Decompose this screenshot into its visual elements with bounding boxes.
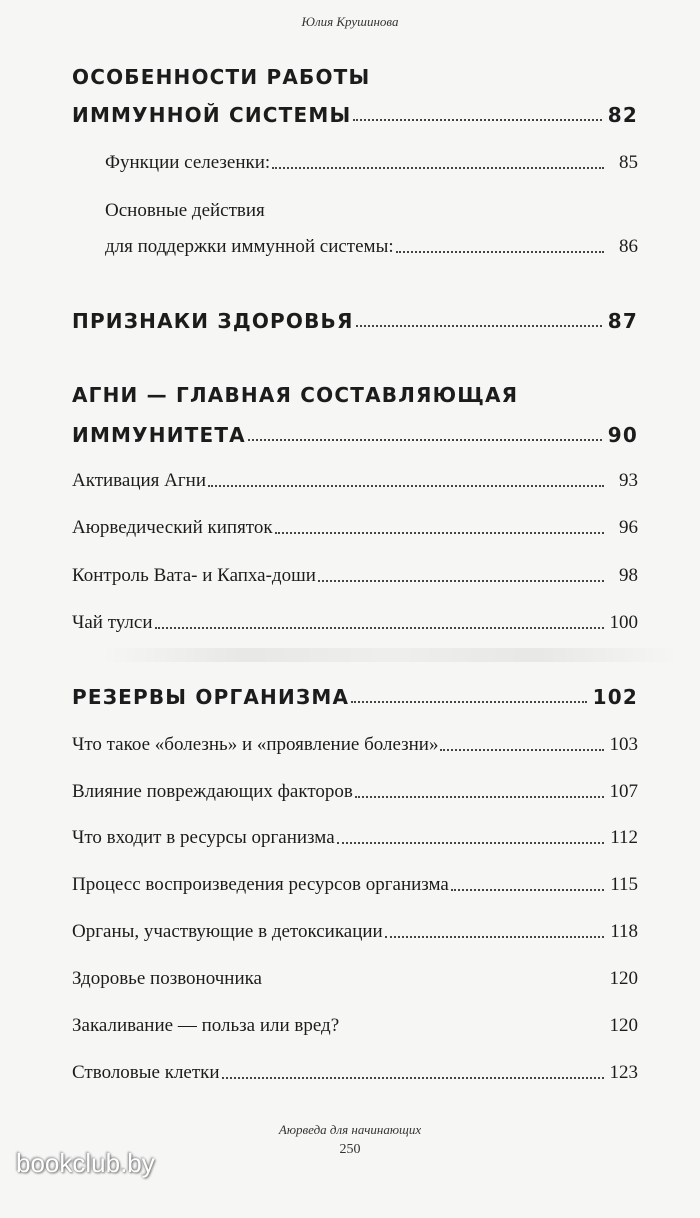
toc-page-number: 107 [609,781,638,802]
toc-entry-label: Что входит в ресурсы организма [72,827,335,848]
toc-page-number: 87 [607,309,638,333]
toc-page-number: 86 [619,236,638,257]
toc-entry[interactable] [72,827,638,849]
dot-leader [356,325,602,327]
toc-entry[interactable] [72,874,638,896]
page-number: 250 [339,1142,361,1157]
toc-chapter-entry[interactable] [72,310,638,332]
toc-chapter-title: РЕЗЕРВЫ ОРГАНИЗМА [72,685,350,709]
dot-leader [355,796,604,798]
dot-leader [351,701,587,703]
toc-chapter-title-line2: ИММУННОЙ СИСТЕМЫ [72,103,352,127]
toc-entry-label-line2: для поддержки иммунной системы: [105,236,394,257]
toc-page-number: 90 [607,423,638,447]
toc-entry[interactable] [72,1015,638,1037]
toc-entry-label: Активация Агни [72,470,207,491]
toc-entry-label: Что такое «болезнь» и «проявление болезни» [72,734,439,755]
dot-leader [222,1077,604,1079]
dot-leader [440,749,603,751]
toc-entry-label: Органы, участвующие в детоксикации [72,921,383,942]
toc-entry-label: Процесс воспроизведения ресурсов организма [72,874,449,895]
toc-entry-label: Стволовые клетки [72,1062,220,1083]
toc-entry-label: Закаливание — польза или вред? [72,1015,340,1036]
toc-chapter-entry[interactable] [72,104,638,126]
toc-entry[interactable] [72,612,638,634]
dot-leader [248,439,602,441]
running-head-author: Юлия Крушинова [301,14,399,29]
toc-page-number: 85 [619,152,638,173]
dot-leader [451,889,604,891]
bleed-through-mark [100,648,680,662]
toc-entry[interactable] [72,517,638,539]
toc-page-number: 115 [610,874,638,895]
dot-leader [318,580,604,582]
toc-entry[interactable] [72,968,638,990]
dot-leader [208,485,604,487]
toc-entry[interactable] [105,236,638,258]
toc-entry-label: Аюрведический кипяток [72,517,273,538]
toc-page-number: 96 [619,517,638,538]
toc-page-number: 120 [609,1015,638,1036]
toc-page-number: 123 [609,1062,638,1083]
dot-leader [155,627,604,629]
dot-leader [385,936,604,938]
toc-entry-label: Функции селезенки: [105,152,271,173]
toc-chapter-title-line1: ОСОБЕННОСТИ РАБОТЫ [72,65,371,89]
toc-page-number: 102 [592,685,638,709]
dot-leader [337,842,604,844]
toc-entry-label: Контроль Вата- и Капха-доши [72,565,316,586]
toc-page-number: 112 [610,827,638,848]
toc-page-number: 98 [619,565,638,586]
dot-leader [341,1030,603,1032]
toc-entry[interactable] [105,152,638,174]
dot-leader [396,251,604,253]
toc-chapter-title-line1: АГНИ — ГЛАВНАЯ СОСТАВЛЯЮЩАЯ [72,383,519,407]
toc-entry[interactable] [72,1062,638,1084]
toc-entry[interactable] [72,470,638,492]
dot-leader [264,983,604,985]
toc-entry-label-line1: Основные действия [105,200,265,221]
toc-chapter-title-line2: ИММУНИТЕТА [72,423,246,447]
toc-entry-label: Чай тулси [72,612,153,633]
toc-page-number: 103 [609,734,638,755]
dot-leader [272,167,604,169]
toc-chapter-title: ПРИЗНАКИ ЗДОРОВЬЯ [72,309,354,333]
toc-page-number: 118 [610,921,638,942]
toc-page-number: 120 [609,968,638,989]
toc-page-number: 100 [609,612,638,633]
toc-entry[interactable] [72,565,638,587]
toc-entry-label: Здоровье позвоночника [72,968,262,989]
toc-entry-label: Влияние повреждающих факторов [72,781,353,802]
dot-leader [275,532,604,534]
watermark-logo: bookclub.by [16,1148,155,1178]
toc-chapter-entry[interactable] [72,686,638,708]
toc-page-number: 82 [607,103,638,127]
toc-entry[interactable] [72,734,638,756]
dot-leader [353,119,601,121]
toc-page-number: 93 [619,470,638,491]
running-footer-title: Аюрведа для начинающих [278,1122,422,1137]
toc-chapter-entry[interactable] [72,424,638,446]
toc-entry[interactable] [72,921,638,943]
toc-entry[interactable] [72,781,638,803]
